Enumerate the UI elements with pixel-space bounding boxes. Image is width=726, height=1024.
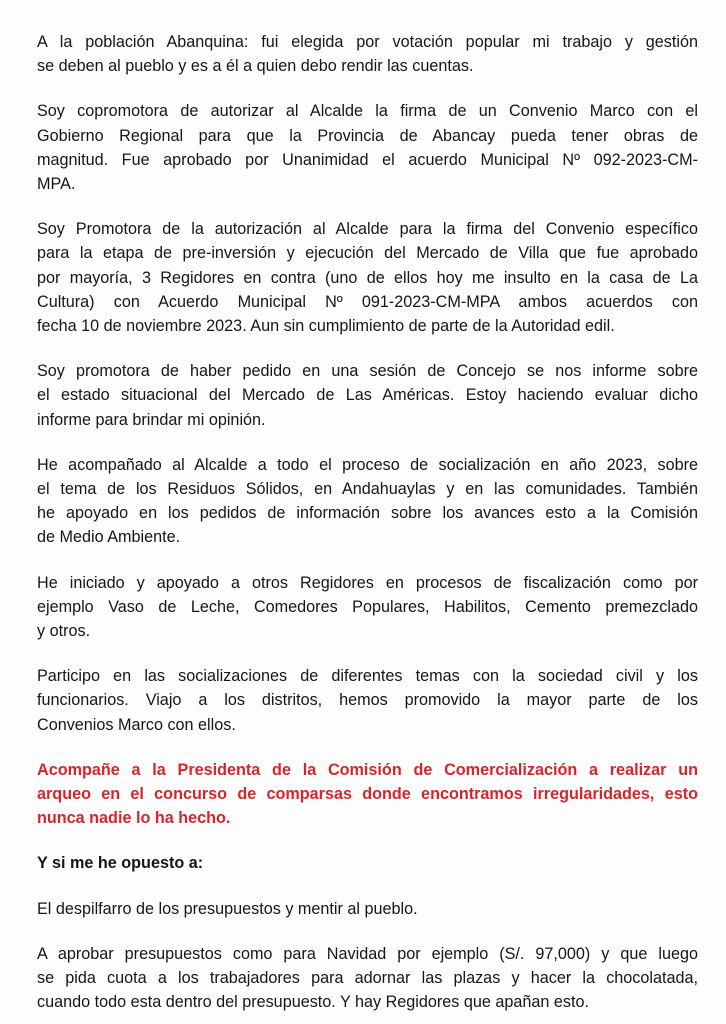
text-line: y otros.: [37, 622, 91, 641]
text-line: Acompañe a la Presidenta de la Comisión de Comercialización a realizar un: [37, 760, 698, 779]
text-line: Cultura) con Acuerdo Municipal Nº 091-2023-CM-MPA ambos acuerdos con: [37, 292, 698, 311]
paragraph-mercado-americas: [37, 359, 698, 432]
text-line: MPA.: [37, 175, 76, 194]
paragraph-intro: [37, 30, 698, 78]
text-line: Participo en las socializaciones de diferentes temas con la sociedad civil y los: [37, 667, 698, 686]
text-line: A la población Abanquina: fui elegida por votación popular mi trabajo y gestión: [37, 33, 698, 51]
paragraph-residuos-solidos: [37, 453, 698, 550]
text-line: Convenios Marco con ellos.: [37, 715, 236, 734]
text-line: funcionarios. Viajo a los distritos, hemos promovido la mayor parte de los: [37, 691, 698, 710]
text-line: se pida cuota a los trabajadores para adornar las plazas y hacer la chocolatada,: [37, 969, 698, 988]
text-line: fecha 10 de noviembre 2023. Aun sin cumplimiento de parte de la Autoridad edil.: [37, 317, 615, 336]
text-line: se deben al pueblo y es a él a quien debo rendir las cuentas.: [37, 57, 474, 76]
text-line: ejemplo Vaso de Leche, Comedores Populares, Habilitos, Cemento premezclado: [37, 597, 698, 616]
text-line: Soy promotora de haber pedido en una sesión de Concejo se nos informe sobre: [37, 362, 698, 381]
paragraph-highlight-arqueo: [37, 758, 698, 831]
text-line: nunca nadie lo ha hecho.: [37, 809, 231, 828]
text-line: para la etapa de pre-inversión y ejecución del Mercado de Villa que fue aprobado: [37, 244, 698, 263]
text-line: El despilfarro de los presupuestos y mentir al pueblo.: [37, 899, 418, 918]
section-heading-opposition: [37, 851, 698, 875]
text-line: Gobierno Regional para que la Provincia de Abancay pueda tener obras de: [37, 126, 698, 145]
text-line: Soy copromotora de autorizar al Alcalde la firma de un Convenio Marco con el: [37, 102, 698, 121]
paragraph-presupuestos-navidad: [37, 942, 698, 1015]
text-line: informe para brindar mi opinión.: [37, 410, 266, 429]
text-line: he apoyado en los pedidos de información sobre los avances esto a la Comisión: [37, 504, 698, 523]
text-line: de Medio Ambiente.: [37, 528, 181, 547]
paragraph-despilfarro: [37, 897, 698, 921]
text-line: el tema de los Residuos Sólidos, en Andahuaylas y en las comunidades. También: [37, 480, 698, 499]
text-line: magnitud. Fue aprobado por Unanimidad el acuerdo Municipal Nº 092-2023-CM-: [37, 150, 698, 169]
text-line: cuando todo esta dentro del presupuesto. Y hay Regidores que apañan esto.: [37, 993, 589, 1012]
paragraph-mercado-villa: [37, 217, 698, 338]
paragraph-fiscalizacion: [37, 571, 698, 644]
text-line: por mayoría, 3 Regidores en contra (uno de ellos hoy me insulto en la casa de La: [37, 268, 698, 287]
text-line: el estado situacional del Mercado de Las Américas. Estoy haciendo evaluar dicho: [37, 386, 698, 405]
text-line: arqueo en el concurso de comparsas donde encontramos irregularidades, esto: [37, 785, 698, 804]
text-line: A aprobar presupuestos como para Navidad por ejemplo (S/. 97,000) y que luego: [37, 944, 698, 963]
text-line: Y si me he opuesto a:: [37, 854, 204, 873]
paragraph-socializaciones: [37, 664, 698, 737]
text-line: Soy Promotora de la autorización al Alcalde para la firma del Convenio específico: [37, 220, 698, 239]
paragraph-convenio-marco: [37, 99, 698, 196]
text-line: He iniciado y apoyado a otros Regidores en procesos de fiscalización como por: [37, 573, 698, 592]
text-line: He acompañado al Alcalde a todo el proceso de socialización en año 2023, sobre: [37, 455, 698, 474]
